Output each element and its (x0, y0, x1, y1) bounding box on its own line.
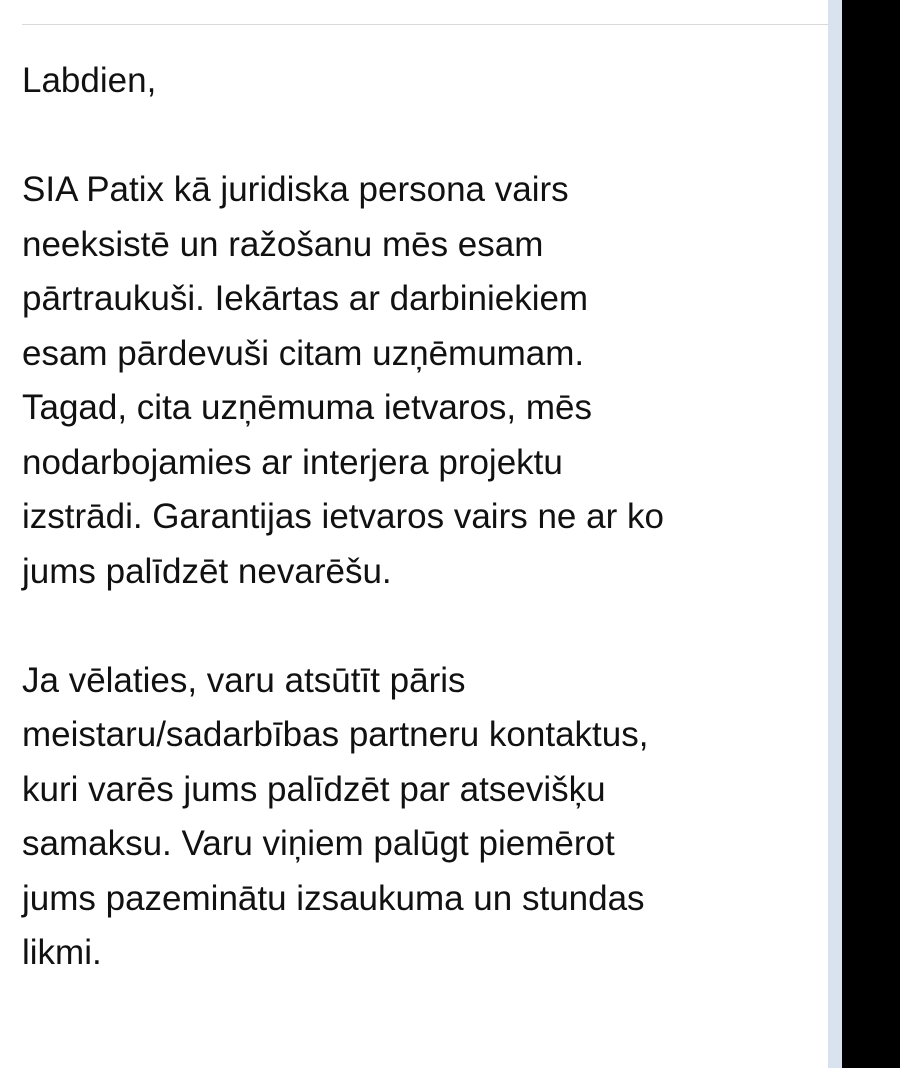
paragraph-2-line-3: kuri varēs jums palīdzēt par atsevišķu (22, 769, 606, 809)
paragraph-2-line-2: meistaru/sadarbības partneru kontaktus, (22, 715, 649, 754)
paragraph-1-line-5: Tagad, cita uzņēmuma ietvaros, mēs (22, 388, 592, 427)
scroll-edge-strip (828, 0, 842, 1068)
paragraph-1-line-2: neeksistē un ražošanu mēs esam (22, 224, 544, 264)
paragraph-2-line-5: jums pazeminātu izsaukuma un stundas (22, 878, 645, 918)
paragraph-2-line-6: likmi. (22, 933, 102, 972)
screen-border (842, 0, 900, 1068)
paragraph-1-line-8: jums palīdzēt nevarēšu. (22, 551, 392, 591)
paragraph-1-line-6: nodarbojamies ar interjera projektu (22, 442, 563, 482)
greeting-text: Labdien, (22, 61, 157, 100)
paragraph-1-line-3: pārtraukuši. Iekārtas ar darbiniekiem (22, 279, 589, 318)
paragraph-1-line-7: izstrādi. Garantijas ietvaros vairs ne ar ko (22, 497, 664, 536)
paragraph-2-line-1: Ja vēlaties, varu atsūtīt pāris (22, 660, 466, 700)
paragraph-gap (22, 109, 812, 164)
header-divider (22, 24, 828, 25)
paragraph-1-line-4: esam pārdevuši citam uzņēmumam. (22, 333, 585, 373)
paragraph-gap (22, 599, 812, 654)
paragraph-2-line-4: samaksu. Varu viņiem palūgt piemērot (22, 824, 615, 863)
paragraph-1-line-1: SIA Patix kā juridiska persona vairs (22, 170, 569, 209)
email-message (22, 54, 812, 981)
